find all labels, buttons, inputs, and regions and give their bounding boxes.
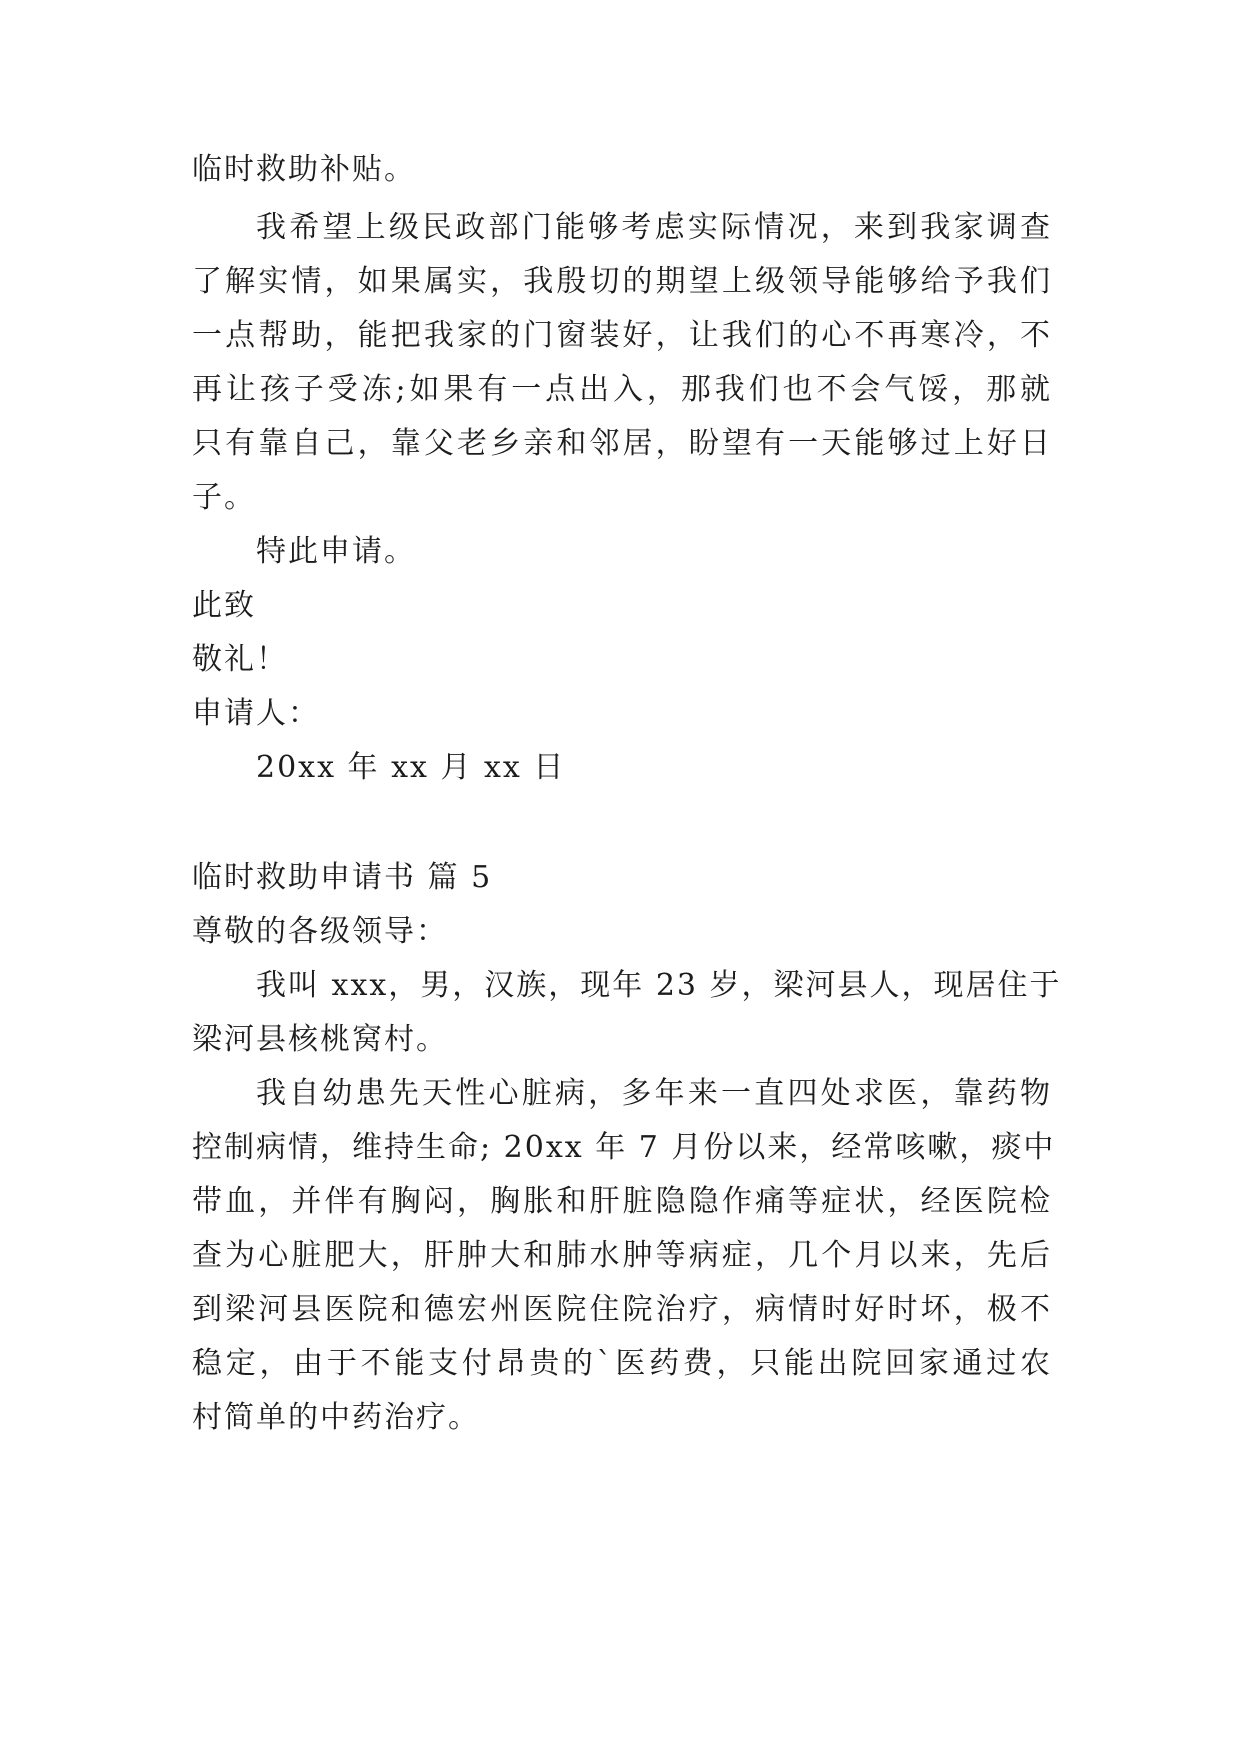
paragraph-line: 再让孩子受冻;如果有一点出入，那我们也不会气馁，那就 [192,372,1052,407]
date-line: 20xx 年 xx 月 xx 日 [256,750,566,785]
text-line: 临时救助补贴。 [192,152,416,187]
paragraph-line: 控制病情，维持生命; 20xx 年 7 月份以来，经常咳嗽，痰中 [192,1130,1056,1165]
paragraph-line: 我叫 xxx，男，汉族，现年 23 岁，梁河县人，现居住于 [256,968,1062,1003]
paragraph-line: 查为心脏肥大，肝肿大和肺水肿等病症，几个月以来，先后 [192,1238,1052,1273]
paragraph-line: 村简单的中药治疗。 [192,1400,480,1435]
paragraph-line: 了解实情，如果属实，我殷切的期望上级领导能够给予我们 [192,264,1052,299]
paragraph-line: 我希望上级民政部门能够考虑实际情况，来到我家调查 [256,210,1052,245]
closing-statement: 特此申请。 [256,534,416,569]
paragraph-line: 到梁河县医院和德宏州医院住院治疗，病情时好时坏，极不 [192,1292,1052,1327]
salutation-line: 敬礼！ [192,642,288,677]
paragraph-line: 一点帮助，能把我家的门窗装好，让我们的心不再寒冷，不 [192,318,1052,353]
paragraph-line: 只有靠自己，靠父老乡亲和邻居，盼望有一天能够过上好日 [192,426,1052,461]
greeting-line: 尊敬的各级领导： [192,914,448,949]
applicant-label: 申请人： [192,696,320,731]
paragraph-line: 子。 [192,480,256,515]
salutation-line: 此致 [192,588,256,623]
paragraph-line: 带血，并伴有胸闷，胸胀和肝脏隐隐作痛等症状，经医院检 [192,1184,1052,1219]
paragraph-line: 我自幼患先天性心脏病，多年来一直四处求医，靠药物 [256,1076,1052,1111]
paragraph-line: 梁河县核桃窝村。 [192,1022,448,1057]
paragraph-line: 稳定，由于不能支付昂贵的`医药费，只能出院回家通过农 [192,1346,1052,1381]
section-title: 临时救助申请书 篇 5 [192,860,493,895]
